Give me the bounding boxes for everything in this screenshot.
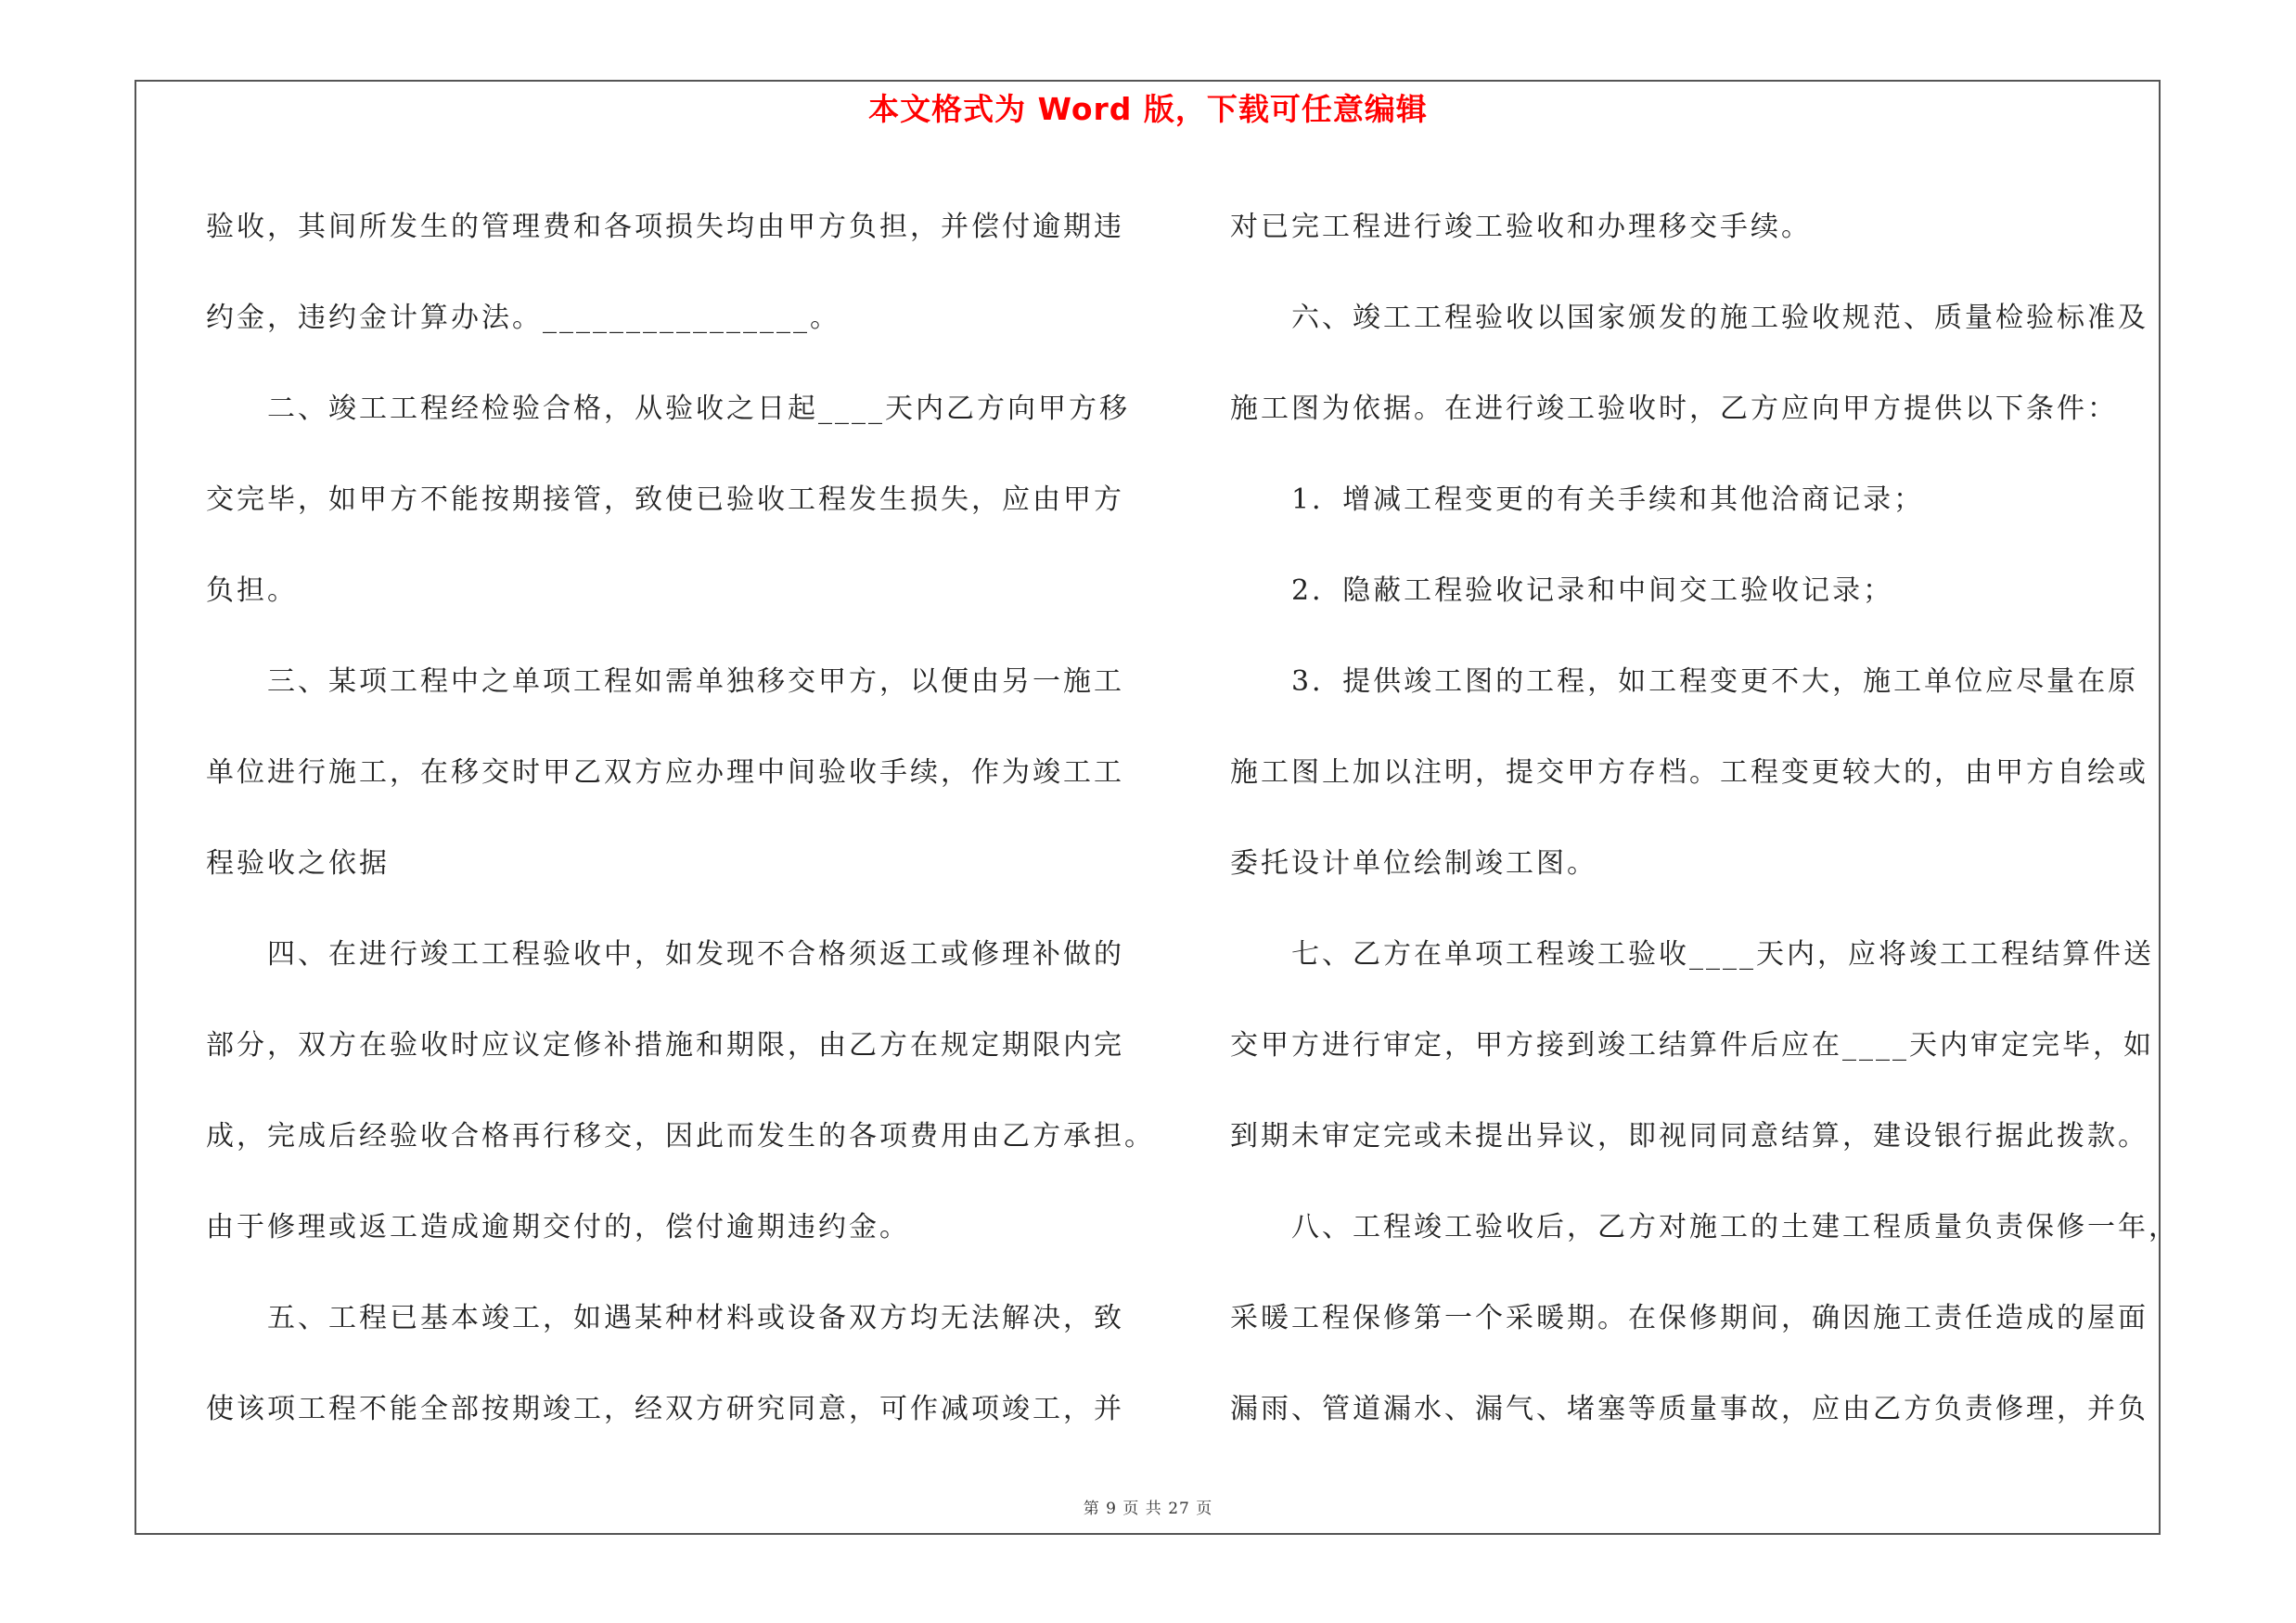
text-line: 到期未审定完或未提出异议，即视同同意结算，建设银行据此拨款。 bbox=[1230, 1120, 2148, 1153]
text-line: 由于修理或返工造成逾期交付的，偿付逾期违约金。 bbox=[206, 1211, 910, 1243]
text-line: 约金，违约金计算办法。________________。 bbox=[206, 302, 840, 334]
text-line: 1．增减工程变更的有关手续和其他洽商记录； bbox=[1230, 483, 1925, 516]
text-line: 漏雨、管道漏水、漏气、堵塞等质量事故，应由乙方负责修理，并负 bbox=[1230, 1393, 2148, 1425]
text-line: 单位进行施工，在移交时甲乙双方应办理中间验收手续，作为竣工工 bbox=[206, 756, 1124, 789]
text-line: 交完毕，如甲方不能按期接管，致使已验收工程发生损失，应由甲方 bbox=[206, 483, 1124, 516]
text-line: 六、竣工工程验收以国家颁发的施工验收规范、质量检验标准及 bbox=[1230, 302, 2148, 334]
text-line: 七、乙方在单项工程竣工验收____天内，应将竣工工程结算件送 bbox=[1230, 938, 2154, 971]
text-line: 施工图上加以注明，提交甲方存档。工程变更较大的，由甲方自绘或 bbox=[1230, 756, 2148, 789]
text-line: 负担。 bbox=[206, 574, 298, 607]
page-number-footer: 第 9 页 共 27 页 bbox=[1083, 1500, 1213, 1518]
text-line: 验收，其间所发生的管理费和各项损失均由甲方负担，并偿付逾期违 bbox=[206, 211, 1124, 243]
text-line: 委托设计单位绘制竣工图。 bbox=[1230, 847, 1597, 880]
text-line: 部分，双方在验收时应议定修补措施和期限，由乙方在规定期限内完 bbox=[206, 1029, 1124, 1062]
text-line: 四、在进行竣工工程验收中，如发现不合格须返工或修理补做的 bbox=[206, 938, 1124, 971]
text-line: 使该项工程不能全部按期竣工，经双方研究同意，可作减项竣工，并 bbox=[206, 1393, 1124, 1425]
format-banner: 本文格式为 Word 版，下载可任意编辑 bbox=[868, 91, 1428, 127]
text-line: 采暖工程保修第一个采暖期。在保修期间，确因施工责任造成的屋面 bbox=[1230, 1302, 2148, 1334]
text-line: 三、某项工程中之单项工程如需单独移交甲方，以便由另一施工 bbox=[206, 665, 1124, 698]
text-line: 成，完成后经验收合格再行移交，因此而发生的各项费用由乙方承担。 bbox=[206, 1120, 1155, 1153]
text-line: 3．提供竣工图的工程，如工程变更不大，施工单位应尽量在原 bbox=[1230, 665, 2139, 698]
text-line: 2．隐蔽工程验收记录和中间交工验收记录； bbox=[1230, 574, 1894, 607]
right-text-column bbox=[1230, 182, 2179, 1455]
text-line: 施工图为依据。在进行竣工验收时，乙方应向甲方提供以下条件： bbox=[1230, 393, 2118, 425]
text-line: 程验收之依据 bbox=[206, 847, 390, 880]
left-text-column bbox=[206, 182, 1155, 1455]
text-line: 交甲方进行审定，甲方接到竣工结算件后应在____天内审定完毕，如 bbox=[1230, 1029, 2154, 1062]
text-line: 五、工程已基本竣工，如遇某种材料或设备双方均无法解决，致 bbox=[206, 1302, 1124, 1334]
text-line: 八、工程竣工验收后，乙方对施工的土建工程质量负责保修一年， bbox=[1230, 1211, 2179, 1243]
text-line: 对已完工程进行竣工验收和办理移交手续。 bbox=[1230, 211, 1812, 243]
text-line: 二、竣工工程经检验合格，从验收之日起____天内乙方向甲方移 bbox=[206, 393, 1130, 425]
